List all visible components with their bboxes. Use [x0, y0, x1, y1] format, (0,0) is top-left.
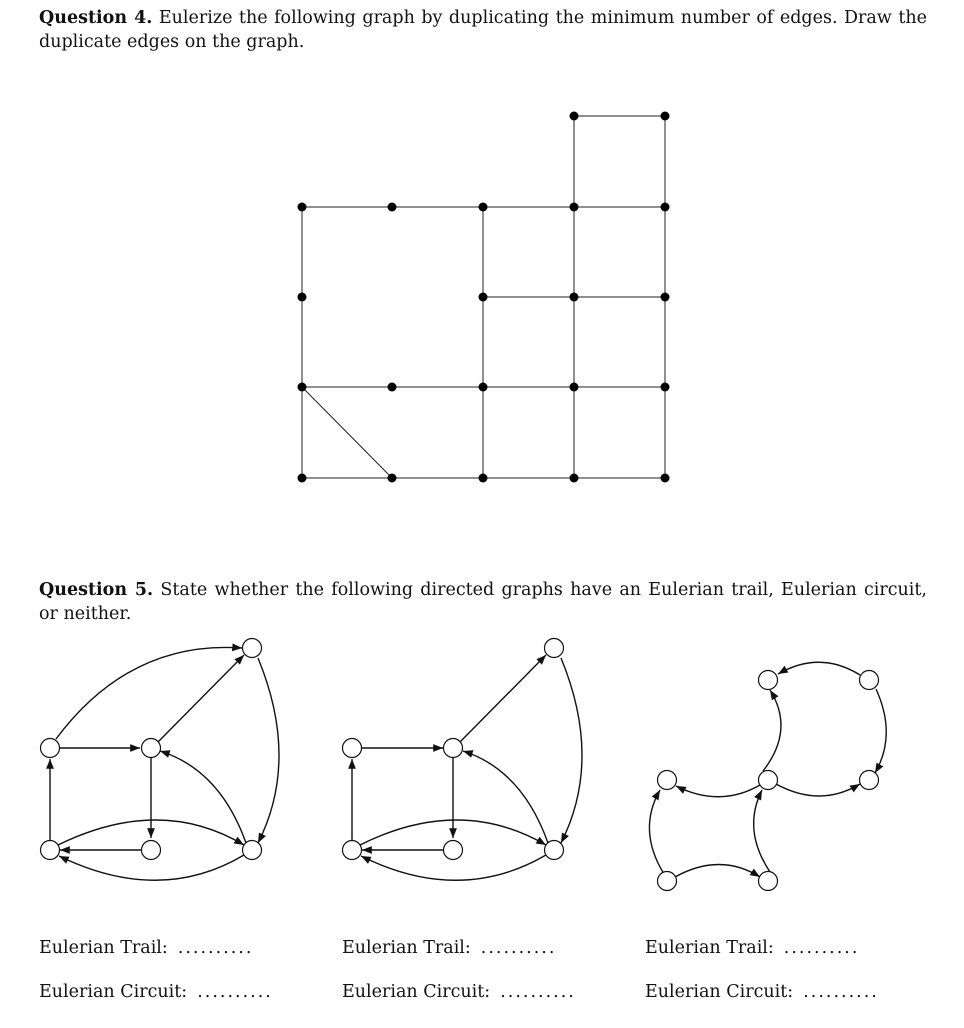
question-4-text: Eulerize the following graph by duplicating the minimum number of edges. Draw the duplicate edges on the graph.: [39, 8, 927, 52]
graph-3-circuit-line: [645, 982, 879, 1002]
graph-3-circuit-blank[interactable]: ..........: [803, 982, 879, 1002]
question-5-text: State whether the following directed graphs have an Eulerian trail, Eulerian circuit, or neither.: [39, 580, 927, 624]
directed-graph-3: [649, 662, 886, 877]
graph-2-circuit-blank[interactable]: ..........: [500, 982, 576, 1002]
graph-1-circuit-line: [39, 982, 273, 1002]
graph-1-trail-label: Eulerian Trail:: [39, 938, 168, 958]
graph-1-trail-line: [39, 938, 253, 958]
graph-1-trail-blank[interactable]: ..........: [177, 938, 254, 958]
question-4-label: Question 4.: [39, 8, 153, 28]
graph-1-circuit-label: Eulerian Circuit:: [39, 982, 188, 1002]
graph-2-trail-line: [342, 938, 556, 958]
graph-2-circuit-label: Eulerian Circuit:: [342, 982, 491, 1002]
graph-1-circuit-blank[interactable]: ..........: [197, 982, 273, 1002]
question-5-label: Question 5.: [39, 580, 154, 600]
graph-3-trail-line: [645, 938, 859, 958]
graph-3-trail-label: Eulerian Trail:: [645, 938, 774, 958]
graph-2-trail-blank[interactable]: ..........: [480, 938, 557, 958]
graph-2-trail-label: Eulerian Trail:: [342, 938, 471, 958]
graph-2-circuit-line: [342, 982, 576, 1002]
graph-3-trail-blank[interactable]: ..........: [783, 938, 860, 958]
graph-3-circuit-label: Eulerian Circuit:: [645, 982, 794, 1002]
